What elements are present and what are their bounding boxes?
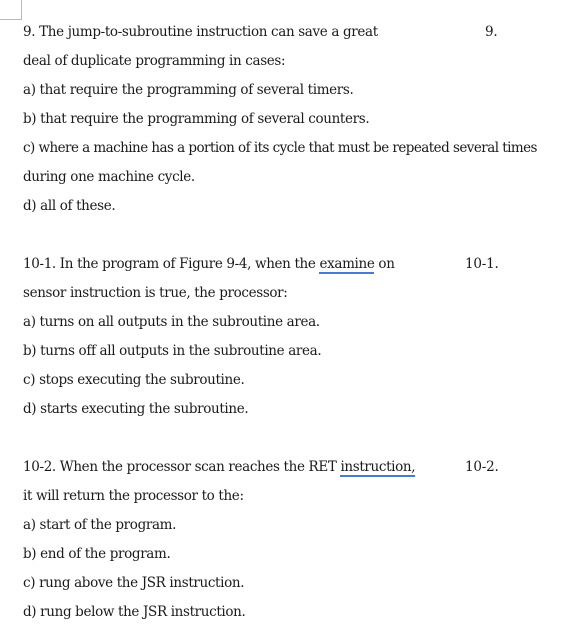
question-9-stem-text: 9. The jump-to-subroutine instruction can save a great bbox=[23, 24, 378, 40]
question-9-stem-continuation: deal of duplicate programming in cases: bbox=[23, 53, 286, 69]
grammar-flagged-word[interactable]: instruction, bbox=[340, 459, 416, 475]
question-10-2-stem-text: 10-2. When the processor scan reaches the RET bbox=[23, 459, 341, 475]
question-9-option-b: b) that require the programming of several counters. bbox=[23, 111, 370, 127]
question-10-1-number: 10-1. bbox=[465, 256, 499, 272]
page-corner-mark bbox=[0, 0, 22, 20]
question-9-option-c: c) where a machine has a portion of its cycle that must be repeated several times bbox=[23, 140, 537, 156]
question-9-option-d: d) all of these. bbox=[23, 198, 116, 214]
question-9-option-a: a) that require the programming of several timers. bbox=[23, 82, 354, 98]
question-10-2-option-a: a) start of the program. bbox=[23, 517, 177, 533]
question-10-2-stem-continuation: it will return the processor to the: bbox=[23, 488, 244, 504]
question-10-1-option-b: b) turns off all outputs in the subroutine area. bbox=[23, 343, 322, 359]
question-10-2-option-c: c) rung above the JSR instruction. bbox=[23, 575, 245, 591]
question-10-1-stem-continuation: sensor instruction is true, the processor: bbox=[23, 285, 288, 301]
question-10-1-option-a: a) turns on all outputs in the subroutine area. bbox=[23, 314, 320, 330]
question-10-1-stem bbox=[23, 255, 395, 273]
question-10-2-stem bbox=[23, 458, 415, 476]
spellcheck-flagged-word[interactable]: examine bbox=[319, 256, 375, 272]
question-9-stem bbox=[23, 23, 378, 41]
question-10-1-stem-suffix: on bbox=[374, 256, 395, 272]
question-9-option-c-continuation: during one machine cycle. bbox=[23, 169, 195, 185]
question-10-1-option-d: d) starts executing the subroutine. bbox=[23, 401, 249, 417]
question-10-2-number: 10-2. bbox=[465, 459, 499, 475]
question-10-2-option-d: d) rung below the JSR instruction. bbox=[23, 604, 246, 620]
question-10-2-option-b: b) end of the program. bbox=[23, 546, 171, 562]
question-10-1-option-c: c) stops executing the subroutine. bbox=[23, 372, 245, 388]
question-9-number: 9. bbox=[485, 24, 498, 40]
question-10-1-stem-text: 10-1. In the program of Figure 9-4, when the bbox=[23, 256, 320, 272]
